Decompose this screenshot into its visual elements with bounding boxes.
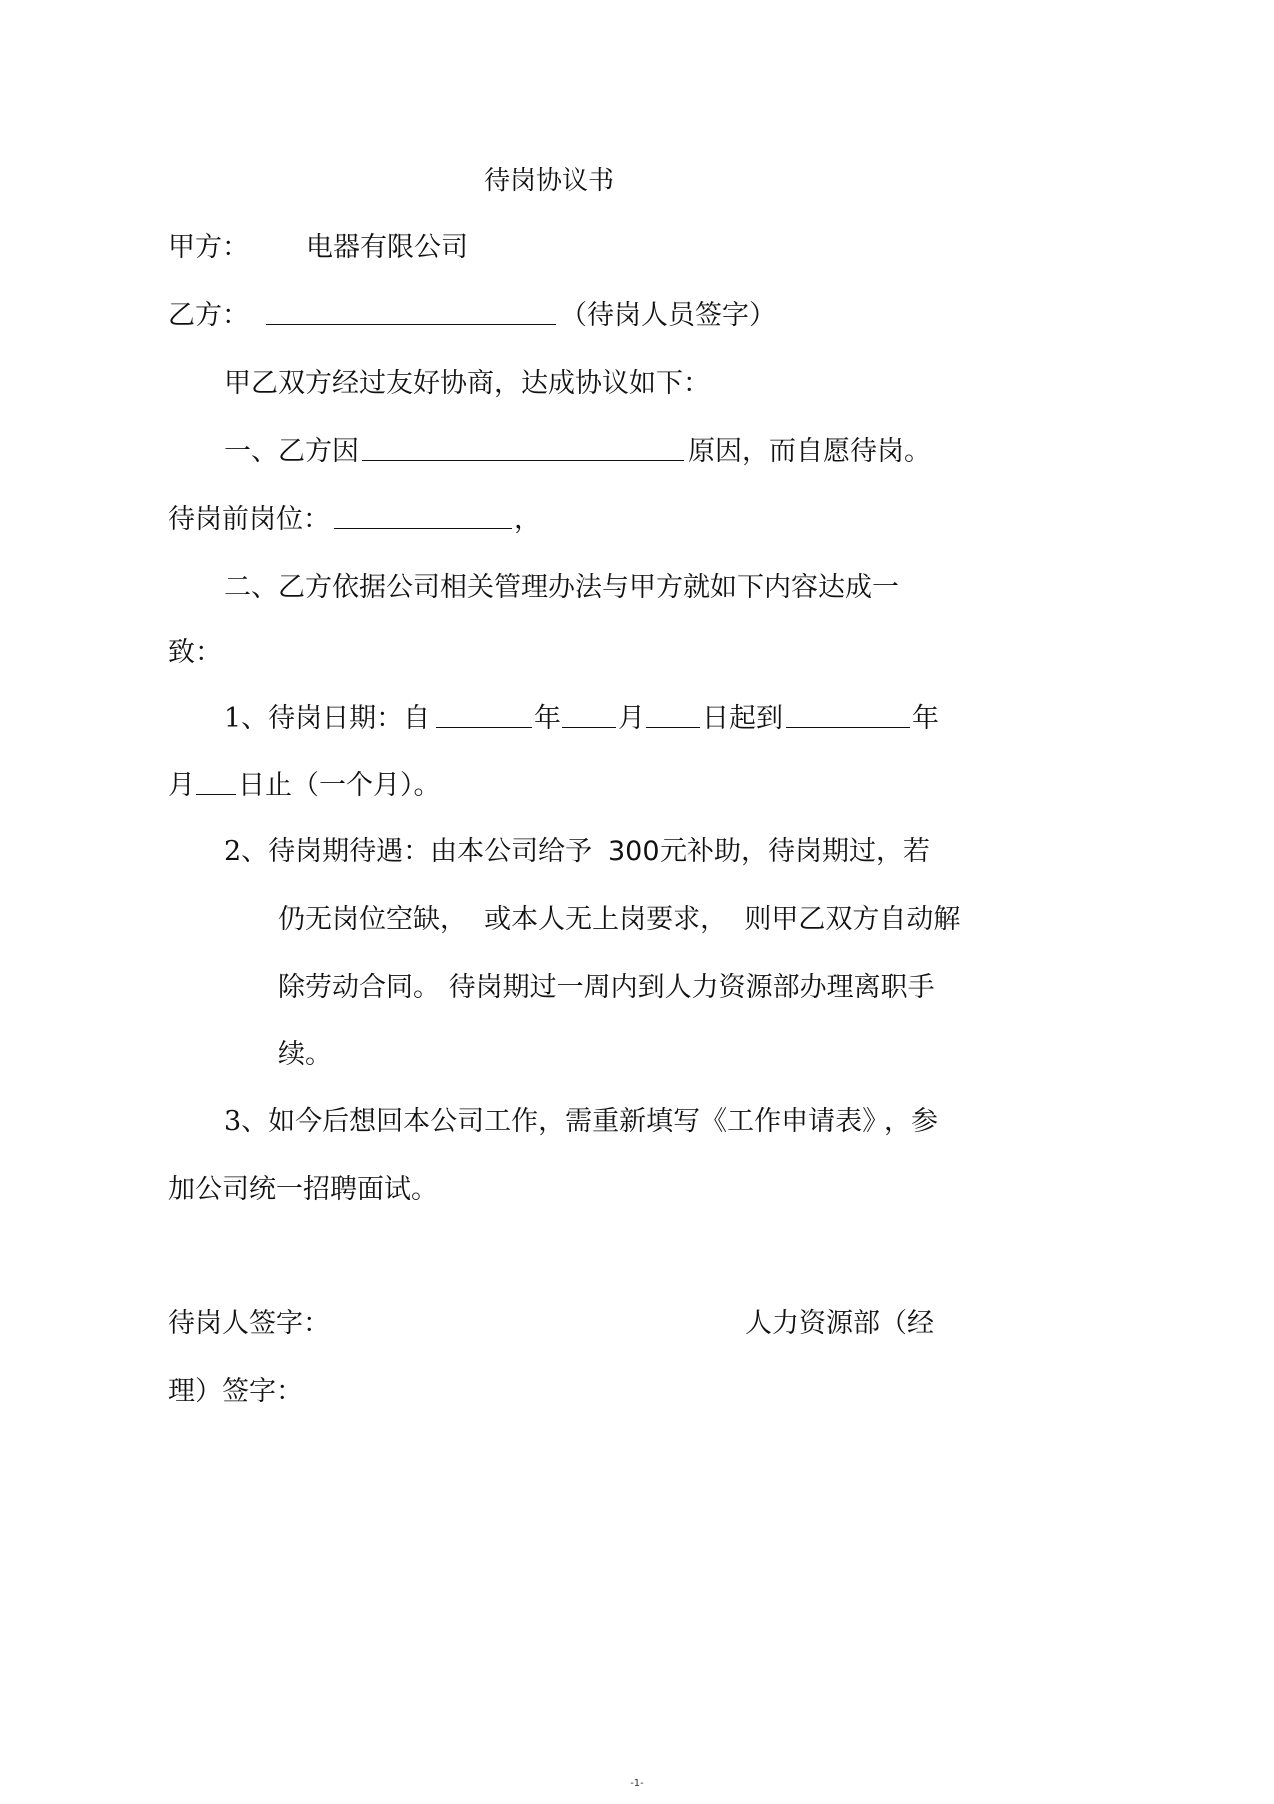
item3-line1-tail: ，参 [884, 1106, 938, 1137]
clause1-suffix: 原因，而自愿待岗。 [688, 436, 931, 467]
start-day-blank [646, 701, 700, 728]
page-number: -1- [630, 1778, 644, 1789]
item3-line1: 3、如今后想回本公司工作，需重新填写《工作申请表》 [224, 1106, 890, 1137]
party-b-note: （待岗人员签字） [560, 300, 776, 331]
hr-signature-label-line2: 理）签字： [168, 1376, 303, 1407]
item2-line4: 续。 [278, 1039, 332, 1070]
end-year-blank [786, 701, 910, 728]
previous-post-label: 待岗前岗位： [168, 504, 330, 535]
item1-line2-end: 日止（一个月）。 [238, 770, 441, 801]
hr-signature-label: 人力资源部（经 [745, 1308, 934, 1339]
item2-amount: 300 [608, 836, 660, 867]
item1-year-label: 年 [534, 703, 561, 734]
item2-line2: 仍无岗位空缺， 或本人无上岗要求， 则甲乙双方自动解 [278, 904, 961, 935]
intro-text: 甲乙双方经过友好协商，达成协议如下： [224, 368, 710, 399]
party-a-label: 甲方： [168, 232, 249, 263]
item1-line2-month: 月 [168, 770, 195, 801]
employee-signature-label: 待岗人签字： [168, 1308, 330, 1339]
clause2-line2: 致： [168, 637, 222, 668]
item2-line3: 除劳动合同。 待岗期过一周内到人力资源部办理离职手 [278, 972, 935, 1003]
document-title: 待岗协议书 [484, 166, 615, 196]
start-year-blank [436, 701, 532, 728]
item2-prefix: 2、待岗期待遇：由本公司给予 [224, 836, 593, 867]
start-month-blank [562, 701, 616, 728]
party-b-signature-blank [266, 298, 556, 325]
reason-blank [362, 434, 684, 461]
item1-month-label: 月 [618, 703, 645, 734]
end-day-blank [196, 768, 236, 795]
item1-prefix: 1、待岗日期：自 [224, 703, 431, 734]
clause1-prefix: 一、乙方因 [224, 436, 359, 467]
item1-day-to-label: 日起到 [702, 703, 783, 734]
previous-post-blank [334, 502, 512, 529]
party-a-name: 电器有限公司 [306, 232, 468, 263]
previous-post-comma: ， [514, 504, 541, 535]
item1-year2-label: 年 [912, 703, 939, 734]
clause2-line1: 二、乙方依据公司相关管理办法与甲方就如下内容达成一 [224, 572, 899, 603]
item3-line2: 加公司统一招聘面试。 [168, 1174, 438, 1205]
item2-suffix: 元补助，待岗期过，若 [660, 836, 930, 867]
party-b-label: 乙方： [168, 300, 249, 331]
